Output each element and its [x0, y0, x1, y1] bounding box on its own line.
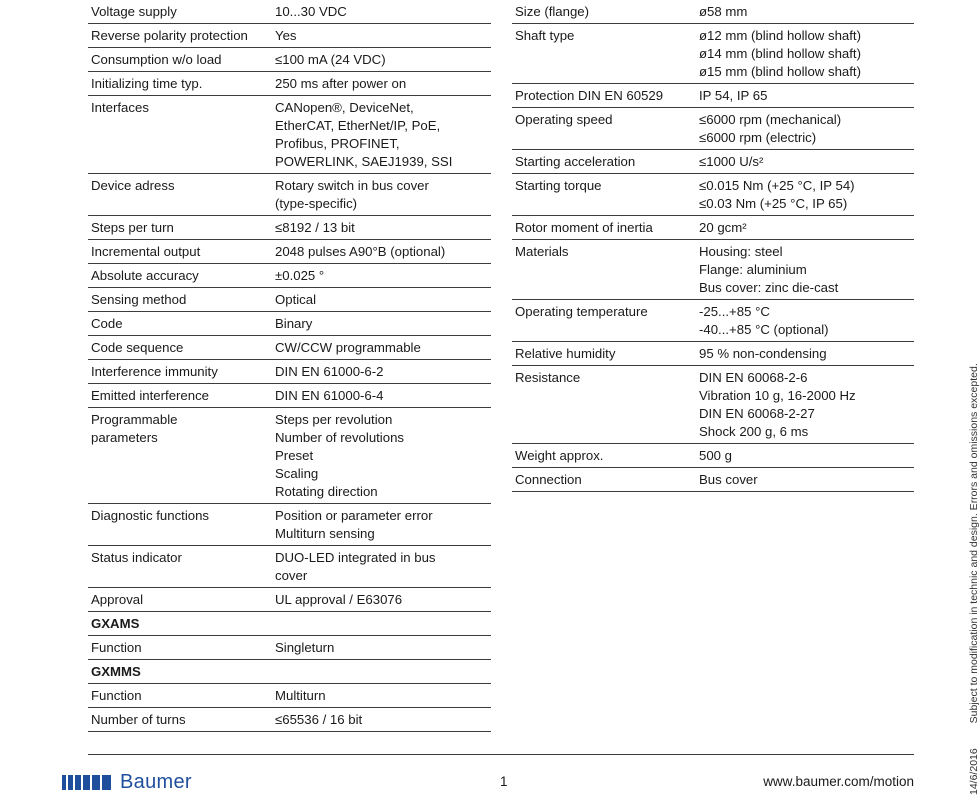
spec-value-line: DIN EN 60068-2-6 — [699, 370, 808, 385]
spec-row — [88, 48, 491, 72]
spec-value-line: Vibration 10 g, 16-2000 Hz — [699, 388, 856, 403]
spec-value-line: Yes — [275, 28, 297, 43]
spec-label: Voltage supply — [91, 4, 177, 19]
side-disclaimer — [968, 363, 980, 795]
spec-value — [699, 27, 914, 81]
spec-label: Sensing method — [91, 292, 187, 307]
spec-value — [275, 267, 491, 285]
page-number: 1 — [500, 774, 508, 789]
spec-value — [275, 591, 491, 609]
spec-row — [88, 684, 491, 708]
spec-value-line: Shock 200 g, 6 ms — [699, 424, 809, 439]
spec-value-line: DIN EN 61000-6-4 — [275, 388, 384, 403]
spec-label: Device adress — [91, 178, 175, 193]
spec-value-line: Bus cover: zinc die-cast — [699, 280, 839, 295]
spec-value-line: CANopen®, DeviceNet, — [275, 100, 414, 115]
spec-value-line: Position or parameter error — [275, 508, 433, 523]
spec-value — [275, 219, 491, 237]
spec-value-line: Rotary switch in bus cover — [275, 178, 429, 193]
spec-row — [512, 150, 914, 174]
spec-value — [275, 99, 491, 171]
spec-row — [88, 72, 491, 96]
spec-row — [512, 366, 914, 444]
spec-row — [88, 24, 491, 48]
disclaimer-text: Subject to modification in technic and design. Errors and omissions excepted. — [968, 363, 980, 724]
spec-value-line: Steps per revolution — [275, 412, 393, 427]
spec-value-line: -40...+85 °C (optional) — [699, 322, 829, 337]
spec-label: Reverse polarity protection — [91, 28, 248, 43]
spec-label: Code — [91, 316, 123, 331]
spec-value — [699, 153, 914, 171]
spec-row — [88, 288, 491, 312]
spec-row — [88, 336, 491, 360]
spec-row — [512, 240, 914, 300]
spec-value — [275, 315, 491, 333]
spec-label: Interfaces — [91, 100, 149, 115]
spec-value — [275, 663, 491, 681]
document-date: 14/6/2016 — [968, 748, 980, 795]
spec-label: Starting acceleration — [515, 154, 636, 169]
spec-label: Approval — [91, 592, 144, 607]
spec-row — [88, 216, 491, 240]
spec-value-line: (type-specific) — [275, 196, 358, 211]
spec-row — [88, 240, 491, 264]
spec-row — [512, 174, 914, 216]
section-heading: GXAMS — [91, 616, 140, 631]
spec-value-line: 95 % non-condensing — [699, 346, 827, 361]
spec-value-line: Multiturn — [275, 688, 326, 703]
spec-value-line: ø15 mm (blind hollow shaft) — [699, 64, 861, 79]
spec-label: Relative humidity — [515, 346, 616, 361]
section-heading: GXMMS — [91, 664, 141, 679]
spec-value-line: Rotating direction — [275, 484, 378, 499]
spec-row — [88, 708, 491, 732]
spec-value — [275, 615, 491, 633]
spec-label: Absolute accuracy — [91, 268, 199, 283]
spec-value-line: Singleturn — [275, 640, 335, 655]
spec-value — [275, 387, 491, 405]
spec-label — [91, 411, 275, 501]
spec-row — [512, 342, 914, 366]
spec-label: Operating speed — [515, 112, 613, 127]
spec-value — [275, 549, 491, 585]
spec-value-line: 250 ms after power on — [275, 76, 407, 91]
website-url[interactable]: www.baumer.com/motion — [763, 774, 914, 789]
spec-value-line: ≤0.03 Nm (+25 °C, IP 65) — [699, 196, 848, 211]
spec-label: Rotor moment of inertia — [515, 220, 653, 235]
spec-value-line: -25...+85 °C — [699, 304, 770, 319]
spec-value-line: 2048 pulses A90°B (optional) — [275, 244, 446, 259]
spec-value — [275, 51, 491, 69]
spec-value-line: Preset — [275, 448, 314, 463]
spec-row — [88, 96, 491, 174]
spec-value — [699, 111, 914, 147]
spec-value-line: ±0.025 ° — [275, 268, 325, 283]
spec-value-line: Bus cover — [699, 472, 758, 487]
spec-value-line: Number of revolutions — [275, 430, 405, 445]
spec-value — [275, 363, 491, 381]
spec-value-line: ≤0.015 Nm (+25 °C, IP 54) — [699, 178, 855, 193]
spec-row — [512, 300, 914, 342]
spec-value — [699, 219, 914, 237]
spec-row — [88, 408, 491, 504]
spec-row — [88, 174, 491, 216]
spec-label: Starting torque — [515, 178, 602, 193]
spec-value-line: ≤8192 / 13 bit — [275, 220, 355, 235]
spec-value-line: Scaling — [275, 466, 319, 481]
left-spec-table — [88, 0, 491, 732]
section-heading-row — [88, 612, 491, 636]
spec-label: Size (flange) — [515, 4, 590, 19]
spec-row — [512, 0, 914, 24]
spec-label-line: Programmable — [91, 412, 178, 427]
spec-label: Number of turns — [91, 712, 186, 727]
spec-value — [275, 243, 491, 261]
spec-value — [275, 639, 491, 657]
spec-row — [88, 360, 491, 384]
spec-label-line: parameters — [91, 430, 158, 445]
spec-label: Resistance — [515, 370, 581, 385]
spec-value-line: DIN EN 61000-6-2 — [275, 364, 384, 379]
spec-row — [512, 468, 914, 492]
spec-label: Emitted interference — [91, 388, 210, 403]
spec-value-line: ≤1000 U/s² — [699, 154, 764, 169]
spec-row — [88, 312, 491, 336]
spec-value-line: Profibus, PROFINET, — [275, 136, 400, 151]
spec-value — [275, 339, 491, 357]
logo-bars-icon — [62, 775, 111, 790]
spec-row — [512, 444, 914, 468]
spec-value-line: IP 54, IP 65 — [699, 88, 768, 103]
spec-value-line: ≤6000 rpm (electric) — [699, 130, 817, 145]
spec-value — [275, 507, 491, 543]
spec-label: Operating temperature — [515, 304, 648, 319]
spec-row — [88, 264, 491, 288]
spec-value — [699, 303, 914, 339]
spec-value-line: Housing: steel — [699, 244, 783, 259]
spec-row — [512, 216, 914, 240]
spec-value — [699, 243, 914, 297]
spec-label: Initializing time typ. — [91, 76, 203, 91]
spec-value-line: ≤65536 / 16 bit — [275, 712, 363, 727]
spec-row — [88, 384, 491, 408]
spec-value-line: 10...30 VDC — [275, 4, 347, 19]
spec-value — [275, 177, 491, 213]
right-spec-table — [512, 0, 914, 492]
spec-value-line: CW/CCW programmable — [275, 340, 421, 355]
spec-label: Function — [91, 688, 142, 703]
spec-value-line: Flange: aluminium — [699, 262, 807, 277]
spec-label: Consumption w/o load — [91, 52, 222, 67]
spec-value-line: DIN EN 60068-2-27 — [699, 406, 815, 421]
spec-label: Weight approx. — [515, 448, 604, 463]
spec-row — [88, 0, 491, 24]
baumer-logo — [62, 771, 192, 793]
spec-value-line: Optical — [275, 292, 317, 307]
spec-value — [275, 291, 491, 309]
spec-label: Connection — [515, 472, 582, 487]
spec-value — [275, 75, 491, 93]
spec-label: Incremental output — [91, 244, 201, 259]
spec-label: Status indicator — [91, 550, 182, 565]
spec-label: Diagnostic functions — [91, 508, 210, 523]
spec-value-line: cover — [275, 568, 308, 583]
footer-divider — [88, 754, 914, 755]
spec-value — [699, 345, 914, 363]
spec-value-line: ≤100 mA (24 VDC) — [275, 52, 386, 67]
spec-label: Interference immunity — [91, 364, 218, 379]
spec-value-line: UL approval / E63076 — [275, 592, 403, 607]
spec-row — [512, 24, 914, 84]
spec-row — [88, 588, 491, 612]
spec-value-line: ø14 mm (blind hollow shaft) — [699, 46, 861, 61]
spec-value-line: DUO-LED integrated in bus — [275, 550, 436, 565]
spec-value — [699, 447, 914, 465]
spec-value — [699, 471, 914, 489]
spec-value-line: ø12 mm (blind hollow shaft) — [699, 28, 861, 43]
spec-value-line: ø58 mm — [699, 4, 748, 19]
spec-value — [699, 177, 914, 213]
logo-wordmark: Baumer — [120, 770, 192, 793]
spec-label: Steps per turn — [91, 220, 174, 235]
spec-value-line: 20 gcm² — [699, 220, 747, 235]
section-heading-row — [88, 660, 491, 684]
spec-row — [512, 84, 914, 108]
spec-value — [699, 87, 914, 105]
spec-value — [275, 687, 491, 705]
spec-label: Materials — [515, 244, 569, 259]
spec-row — [88, 546, 491, 588]
spec-row — [88, 504, 491, 546]
spec-label: Protection DIN EN 60529 — [515, 88, 664, 103]
spec-row — [88, 636, 491, 660]
spec-value-line: POWERLINK, SAEJ1939, SSI — [275, 154, 453, 169]
spec-value — [275, 27, 491, 45]
spec-value — [699, 3, 914, 21]
spec-value — [275, 3, 491, 21]
spec-value-line: 500 g — [699, 448, 733, 463]
spec-value-line: Binary — [275, 316, 313, 331]
spec-value-line: EtherCAT, EtherNet/IP, PoE, — [275, 118, 441, 133]
spec-label: Shaft type — [515, 28, 575, 43]
spec-value — [275, 411, 491, 501]
spec-value-line: Multiturn sensing — [275, 526, 375, 541]
spec-label: Function — [91, 640, 142, 655]
spec-value-line: ≤6000 rpm (mechanical) — [699, 112, 842, 127]
spec-value — [699, 369, 914, 441]
spec-label: Code sequence — [91, 340, 184, 355]
spec-value — [275, 711, 491, 729]
spec-row — [512, 108, 914, 150]
